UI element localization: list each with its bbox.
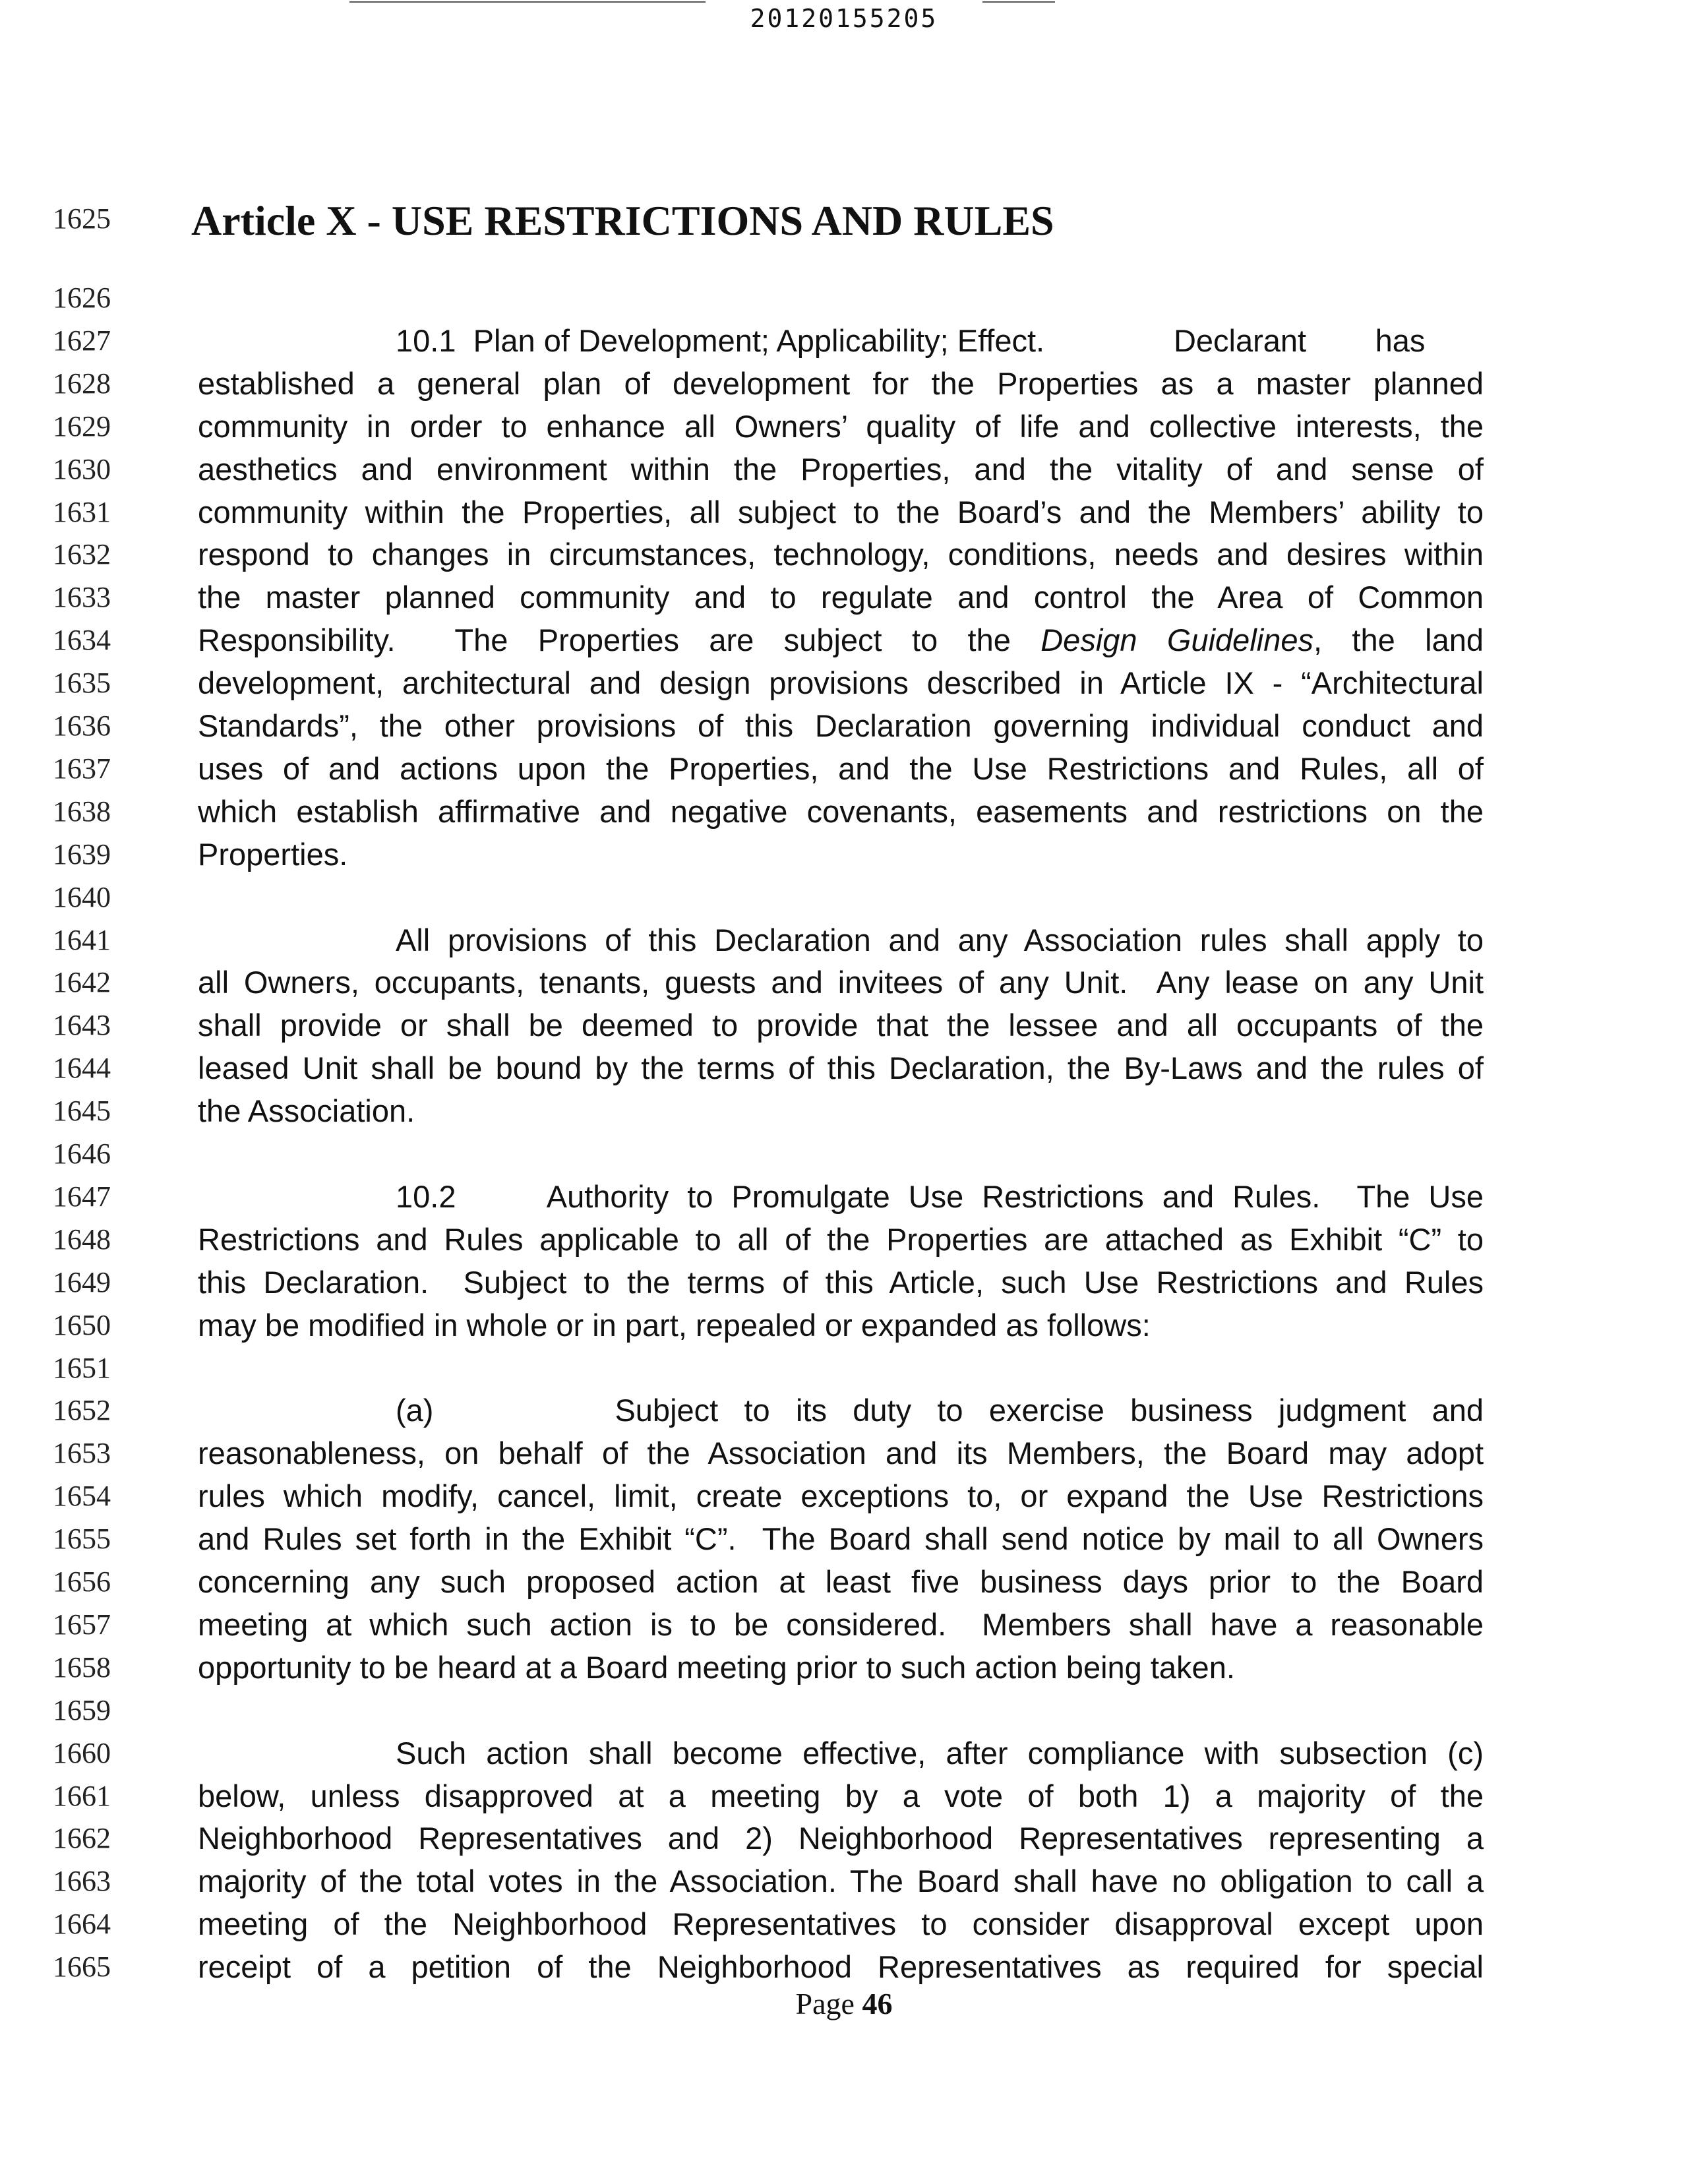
text-run: reasonableness, on behalf of the Association and its Members, the Board may adopt <box>198 1436 1484 1471</box>
text-run: receipt of a petition of the Neighborhood Representatives as required for special <box>198 1949 1484 1985</box>
document-line <box>0 1261 1688 1304</box>
document-line <box>0 1432 1688 1474</box>
document-line <box>0 919 1688 961</box>
document-line <box>0 1004 1688 1046</box>
line-text <box>198 1432 1484 1474</box>
document-line <box>0 834 1688 876</box>
document-line <box>0 363 1688 405</box>
text-run: rules which modify, cancel, limit, create exceptions to, or expand the Use Restrictions <box>198 1478 1484 1514</box>
document-line <box>0 1604 1688 1646</box>
line-number: 1656 <box>53 1565 111 1598</box>
line-text <box>198 1732 1484 1774</box>
text-run: respond to changes in circumstances, technology, conditions, needs and desires within <box>198 537 1484 572</box>
document-line <box>0 1176 1688 1218</box>
line-number: 1645 <box>53 1095 111 1128</box>
line-text <box>198 1647 1484 1689</box>
document-line <box>0 533 1688 576</box>
line-text <box>198 834 1484 876</box>
line-text <box>198 1047 1484 1089</box>
line-text <box>198 748 1484 790</box>
document-line <box>0 662 1688 704</box>
line-text <box>198 1604 1484 1646</box>
document-line <box>0 1475 1688 1517</box>
line-number: 1646 <box>53 1138 111 1170</box>
line-text <box>198 1946 1484 1988</box>
italic-text: Design Guidelines <box>1040 622 1313 658</box>
text-run: which establish affirmative and negative covenants, easements and restrictions on the <box>198 793 1484 829</box>
document-line <box>0 1389 1688 1432</box>
document-line <box>0 320 1688 362</box>
line-text <box>198 1903 1484 1945</box>
line-text <box>198 363 1484 405</box>
text-run: leased Unit shall be bound by the terms of this Declaration, the By-Laws and the rules of <box>198 1050 1484 1086</box>
line-text <box>198 1518 1484 1560</box>
document-line <box>0 1903 1688 1945</box>
text-run: Neighborhood Representatives and 2) Neighborhood Representatives representing a <box>198 1821 1484 1856</box>
text-run: (a) Subject to its duty to exercise business judgment and <box>396 1393 1484 1428</box>
line-number: 1651 <box>53 1351 111 1384</box>
section-heading: 10.1 Plan of Development; Applicability; Effect. <box>396 322 1045 358</box>
text-run: Properties. <box>198 836 348 872</box>
line-number: 1653 <box>53 1437 111 1470</box>
text-run: shall provide or shall be deemed to provide that the lessee and all occupants of the <box>198 1008 1484 1043</box>
document-line <box>0 748 1688 790</box>
page-footer <box>0 1986 1688 2021</box>
document-line <box>0 406 1688 448</box>
document-line <box>0 876 1688 919</box>
line-text <box>198 406 1484 448</box>
line-text <box>198 619 1484 661</box>
line-number: 1652 <box>53 1394 111 1427</box>
line-text <box>198 491 1484 533</box>
line-text <box>198 1775 1484 1817</box>
text-run: concerning any such proposed action at least five business days prior to the Board <box>198 1564 1484 1599</box>
line-text <box>198 1304 1484 1347</box>
text-run: below, unless disapproved at a meeting by a vote of both 1) a majority of the <box>198 1778 1484 1813</box>
document-line <box>0 1133 1688 1175</box>
text-run: meeting of the Neighborhood Representatives to consider disapproval except upon <box>198 1906 1484 1942</box>
document-line <box>0 448 1688 491</box>
line-number: 1664 <box>53 1908 111 1941</box>
top-rule-left <box>349 1 706 3</box>
text-run: community in order to enhance all Owners’ quality of life and collective interests, the <box>198 408 1484 444</box>
text-run: majority of the total votes in the Association. The Board shall have no obligation to call a <box>198 1864 1484 1899</box>
line-number: 1640 <box>53 880 111 913</box>
section-heading: 10.2 Authority to Promulgate Use Restrictions and Rules. <box>396 1178 1321 1214</box>
line-number: 1639 <box>53 837 111 870</box>
line-number: 1650 <box>53 1308 111 1341</box>
line-text <box>198 705 1484 747</box>
document-line <box>0 961 1688 1004</box>
line-number: 1660 <box>53 1736 111 1769</box>
document-line <box>0 791 1688 833</box>
line-number: 1637 <box>53 752 111 785</box>
line-text <box>198 1860 1484 1902</box>
line-number: 1634 <box>53 624 111 657</box>
line-number: 1631 <box>53 495 111 528</box>
document-line <box>0 491 1688 533</box>
text-run: may be modified in whole or in part, repealed or expanded as follows: <box>198 1307 1151 1343</box>
line-number: 1654 <box>53 1480 111 1513</box>
line-number: 1636 <box>53 710 111 742</box>
line-text <box>198 320 1484 362</box>
line-text <box>198 1219 1484 1261</box>
text-run: , the land <box>1313 622 1484 658</box>
document-line <box>0 1817 1688 1860</box>
line-text <box>198 1004 1484 1046</box>
line-text <box>198 919 1484 961</box>
line-text <box>198 533 1484 576</box>
document-line <box>0 1689 1688 1732</box>
line-text <box>198 576 1484 619</box>
text-run: community within the Properties, all subject to the Board’s and the Members’ ability to <box>198 494 1484 530</box>
document-line <box>0 1732 1688 1774</box>
line-text <box>198 1176 1484 1218</box>
line-number: 1658 <box>53 1651 111 1684</box>
line-number: 1665 <box>53 1951 111 1984</box>
line-number: 1663 <box>53 1865 111 1898</box>
text-run: all Owners, occupants, tenants, guests and invitees of any Unit. Any lease on any Unit <box>198 965 1484 1000</box>
page-number: 46 <box>862 1987 893 2020</box>
line-number: 1625 <box>53 202 111 235</box>
page-label: Page <box>795 1987 855 2020</box>
line-number: 1642 <box>53 966 111 999</box>
text-run: The Use <box>1320 1178 1484 1214</box>
text-run: the master planned community and to regulate and control the Area of Common <box>198 580 1484 615</box>
text-run: opportunity to be heard at a Board meeting prior to such action being taken. <box>198 1649 1235 1685</box>
text-run: meeting at which such action is to be considered. Members shall have a reasonable <box>198 1606 1484 1642</box>
text-run: development, architectural and design provisions described in Article IX - “Architectural <box>198 665 1484 701</box>
line-text <box>198 1090 1484 1132</box>
document-line <box>0 619 1688 661</box>
line-number: 1630 <box>53 452 111 485</box>
document-line <box>0 1219 1688 1261</box>
line-number: 1638 <box>53 795 111 828</box>
line-number: 1627 <box>53 324 111 357</box>
line-number: 1661 <box>53 1779 111 1812</box>
document-line <box>0 277 1688 319</box>
document-line <box>0 1561 1688 1603</box>
document-number: 20120155205 <box>750 4 938 33</box>
document-line <box>0 1518 1688 1560</box>
line-text <box>198 448 1484 491</box>
line-number: 1626 <box>53 282 111 314</box>
text-run: Restrictions and Rules applicable to all of the Properties are attached as Exhibit “C” to <box>198 1221 1484 1257</box>
line-number: 1641 <box>53 923 111 956</box>
line-number: 1628 <box>53 367 111 400</box>
text-run: uses of and actions upon the Properties, and the Use Restrictions and Rules, all of <box>198 750 1484 786</box>
line-number: 1649 <box>53 1265 111 1298</box>
document-line <box>0 1860 1688 1902</box>
text-run: Such action shall become effective, after compliance with subsection (c) <box>396 1735 1484 1771</box>
document-line <box>0 1946 1688 1988</box>
line-number: 1644 <box>53 1052 111 1085</box>
text-run: Responsibility. The Properties are subject to the <box>198 622 1041 658</box>
document-line <box>0 1090 1688 1132</box>
text-run: aesthetics and environment within the Properties, and the vitality of and sense of <box>198 451 1484 487</box>
document-line <box>0 1775 1688 1817</box>
document-line <box>0 1047 1688 1089</box>
line-text <box>198 1817 1484 1860</box>
document-line <box>0 705 1688 747</box>
document-line <box>0 576 1688 619</box>
line-number: 1648 <box>53 1223 111 1256</box>
text-run: Standards”, the other provisions of this Declaration governing individual conduct and <box>198 708 1484 743</box>
text-run: and Rules set forth in the Exhibit “C”. The Board shall send notice by mail to all Owners <box>198 1521 1484 1557</box>
article-title: Article X - USE RESTRICTIONS AND RULES <box>191 197 1054 244</box>
document-line <box>0 1304 1688 1347</box>
line-number: 1662 <box>53 1822 111 1855</box>
line-text <box>198 1475 1484 1517</box>
line-number: 1659 <box>53 1693 111 1726</box>
line-number: 1655 <box>53 1523 111 1556</box>
document-line <box>0 1647 1688 1689</box>
line-number: 1629 <box>53 410 111 442</box>
text-run: the Association. <box>198 1093 415 1129</box>
line-number: 1632 <box>53 538 111 571</box>
line-number: 1647 <box>53 1180 111 1213</box>
text-run: All provisions of this Declaration and any Association rules shall apply to <box>396 922 1484 957</box>
line-number: 1657 <box>53 1608 111 1641</box>
text-run: Declarant has <box>1044 322 1426 358</box>
document-line <box>0 1347 1688 1389</box>
line-text <box>198 1389 1484 1432</box>
line-text <box>198 961 1484 1004</box>
line-number: 1643 <box>53 1009 111 1042</box>
text-run: established a general plan of development for the Properties as a master planned <box>198 365 1484 401</box>
line-text <box>198 662 1484 704</box>
line-text <box>198 1561 1484 1603</box>
line-number: 1635 <box>53 667 111 700</box>
top-rule-right <box>982 1 1055 3</box>
line-text <box>198 1261 1484 1304</box>
text-run: this Declaration. Subject to the terms of this Article, such Use Restrictions and Rules <box>198 1264 1484 1300</box>
line-number: 1633 <box>53 581 111 614</box>
line-text <box>198 791 1484 833</box>
